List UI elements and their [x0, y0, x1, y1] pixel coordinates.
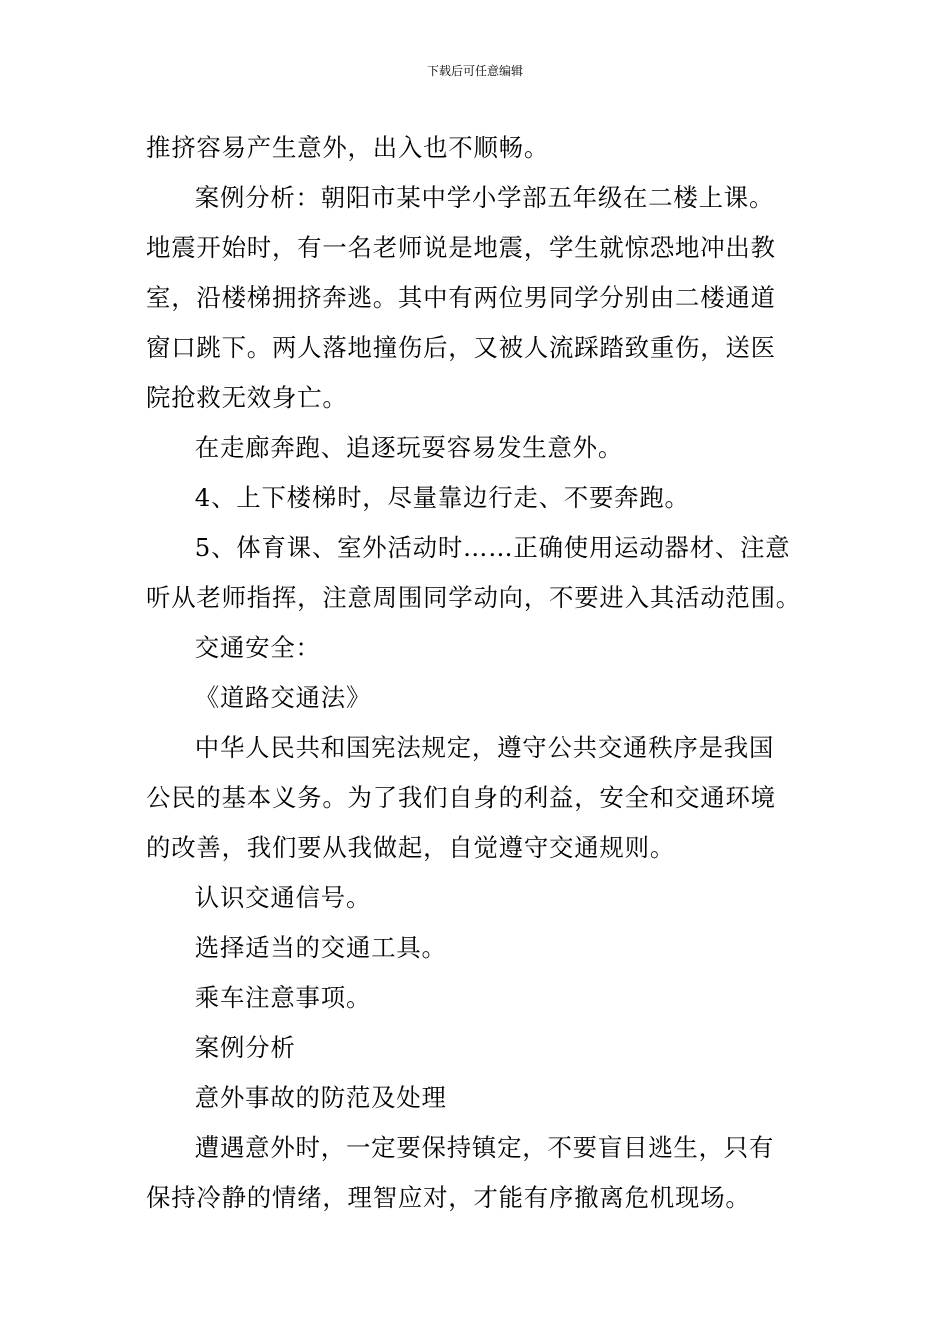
paragraph [146, 873, 808, 923]
page-header-note: 下载后可任意编辑 [426, 64, 523, 78]
text-line: 5、体育课、室外活动时……正确使用运动器材、注意 [194, 533, 791, 562]
paragraph [146, 923, 808, 973]
text-line: 案例分析：朝阳市某中学小学部五年级在二楼上课。 [194, 183, 775, 212]
text-line: 4、上下楼梯时，尽量靠边行走、不要奔跑。 [194, 483, 690, 512]
text-line: 选择适当的交通工具。 [194, 933, 447, 962]
text-line: 听从老师指挥，注意周围同学动向，不要进入其活动范围。 [146, 583, 801, 612]
paragraph [146, 423, 808, 473]
paragraph [146, 1123, 808, 1223]
paragraph [146, 973, 808, 1023]
text-line: 乘车注意事项。 [194, 983, 372, 1012]
document-body [146, 123, 808, 1223]
text-line: 窗口跳下。两人落地撞伤后，又被人流踩踏致重伤，送医 [146, 333, 776, 362]
paragraph [146, 523, 808, 623]
text-line: 认识交通信号。 [194, 883, 372, 912]
paragraph [146, 723, 808, 873]
text-line: 交通安全： [194, 633, 321, 662]
text-line: 地震开始时，有一名老师说是地震，学生就惊恐地冲出教 [146, 233, 776, 262]
paragraph [146, 473, 808, 523]
paragraph [146, 123, 808, 173]
text-line: 遭遇意外时，一定要保持镇定，不要盲目逃生，只有 [194, 1133, 775, 1162]
text-line: 室，沿楼梯拥挤奔逃。其中有两位男同学分别由二楼通道 [146, 283, 776, 312]
section-heading-traffic-safety [146, 623, 808, 673]
text-line: 保持冷静的情绪，理智应对，才能有序撤离危机现场。 [146, 1183, 751, 1212]
text-line: 案例分析 [194, 1033, 296, 1062]
paragraph-case-analysis [146, 173, 808, 423]
paragraph [146, 1023, 808, 1073]
paragraph-law-title [146, 673, 808, 723]
text-line: 推挤容易产生意外，出入也不顺畅。 [146, 133, 550, 162]
text-line: 《道路交通法》 [194, 683, 372, 712]
text-line: 的改善，我们要从我做起，自觉遵守交通规则。 [146, 833, 676, 862]
text-line: 公民的基本义务。为了我们自身的利益，安全和交通环境 [146, 783, 776, 812]
text-line: 意外事故的防范及处理 [194, 1083, 447, 1112]
paragraph [146, 1073, 808, 1123]
text-line: 中华人民共和国宪法规定，遵守公共交通秩序是我国 [194, 733, 775, 762]
text-line: 在走廊奔跑、追逐玩耍容易发生意外。 [194, 433, 624, 462]
text-line: 院抢救无效身亡。 [146, 383, 348, 412]
